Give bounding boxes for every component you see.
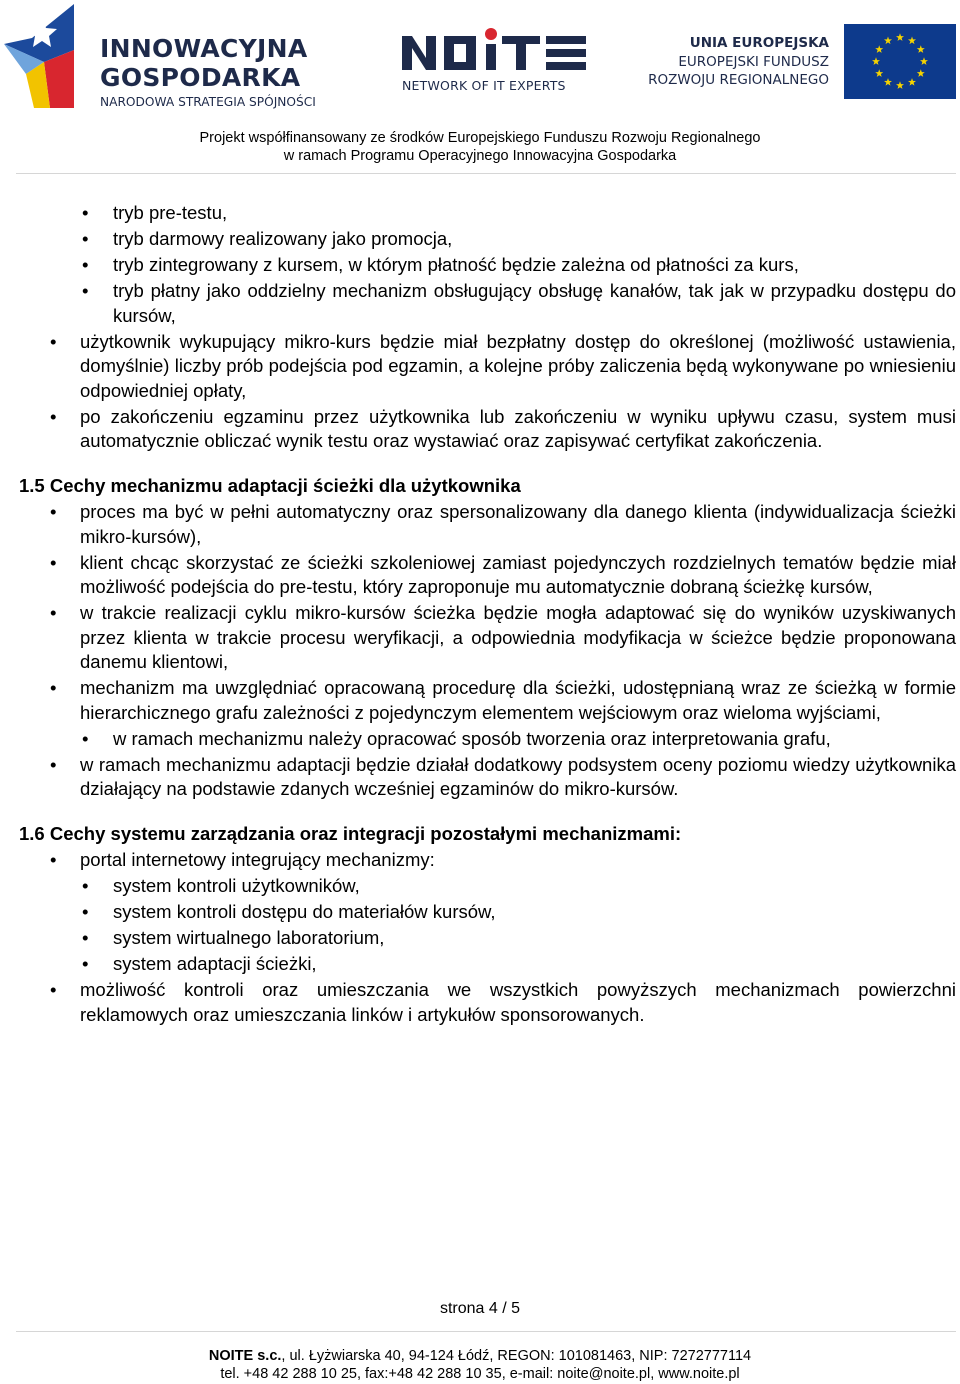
- ig-title: [100, 34, 308, 92]
- sub-list-item: [0, 727, 960, 752]
- bullet-icon: •: [82, 254, 89, 275]
- bullet-icon: •: [82, 901, 89, 922]
- list-item-text: tryb pre-testu,: [113, 202, 228, 223]
- project-line-1: Projekt współfinansowany ze środków Europejskiego Funduszu Rozwoju Regionalnego: [199, 130, 761, 146]
- bullet-icon: •: [50, 602, 57, 623]
- document-body: [0, 201, 960, 1029]
- page-number: strona 4 / 5: [439, 1300, 521, 1317]
- sub-list-item: [0, 900, 960, 925]
- bullet-icon: •: [82, 875, 89, 896]
- list-item-text: tryb darmowy realizowany jako promocja,: [113, 228, 453, 249]
- section-1-6-list: [0, 848, 960, 1027]
- project-line-2: w ramach Programu Operacyjnego Innowacyjna Gospodarka: [283, 147, 677, 164]
- list-item-text: tryb zintegrowany z kursem, w którym płatność będzie zależna od płatności za kurs,: [113, 254, 799, 275]
- list-item-text: tryb płatny jako oddzielny mechanizm obsługujący obsługę kanałów, tak jak w przypadku dostępu do kursów,: [113, 280, 956, 326]
- bullet-icon: •: [82, 202, 89, 223]
- list-item: [0, 551, 960, 600]
- bullet-icon: •: [50, 501, 57, 522]
- list-item: [0, 405, 960, 454]
- list-item: [0, 330, 960, 404]
- list-item: [0, 978, 960, 1027]
- list-item-text: w ramach mechanizmu należy opracować sposób tworzenia oraz interpretowania grafu,: [113, 727, 831, 749]
- bullet-icon: •: [50, 677, 57, 698]
- eu-line-union: UNIA EUROPEJSKA: [689, 35, 829, 51]
- list-item-text: po zakończeniu egzaminu przez użytkownika lub zakończeniu w wyniku upływu czasu, system musi automatycznie obliczać wynik testu oraz wystawiać oraz zapisywać certyfikat zakończenia.: [80, 405, 956, 451]
- list-item-text: system adaptacji ścieżki,: [113, 953, 317, 974]
- eu-line-regional: ROZWOJU REGIONALNEGO: [648, 72, 829, 88]
- footer-address-line: [0, 1347, 960, 1365]
- sub-list-item: [0, 201, 960, 226]
- project-cofinancing-note: [0, 130, 960, 165]
- sub-list-item: [0, 874, 960, 899]
- bullet-icon: •: [82, 727, 89, 749]
- ig-emblem-icon: [4, 4, 74, 108]
- noite-tagline: NETWORK OF IT EXPERTS: [402, 78, 566, 93]
- header-divider: [16, 173, 956, 174]
- list-item-text: klient chcąc skorzystać ze ścieżki szkoleniowej zamiast pojedynczych rozdzielnych tematów będzie miał możliwość podejścia do pre-testu, który zaproponuje mu automatycznie dobraną ścieżkę kursów,: [80, 551, 956, 597]
- list-item-text: system wirtualnego laboratorium,: [113, 927, 385, 948]
- sub-list-item: [0, 253, 960, 278]
- bullet-icon: •: [50, 849, 57, 870]
- innowacyjna-gospodarka-logo: [4, 4, 354, 110]
- list-item: [0, 753, 960, 802]
- sub-list-item: [0, 279, 960, 328]
- bullet-icon: •: [50, 551, 57, 573]
- list-item-text: możliwość kontroli oraz umieszczania we wszystkich powyższych mechanizmach powierzchni reklamowych oraz umieszczania linków i artykułów sponsorowanych.: [80, 979, 956, 1025]
- section-1-5-list: [0, 500, 960, 802]
- bullet-icon: •: [50, 405, 57, 427]
- bullet-icon: •: [50, 753, 57, 775]
- eu-line-fund: EUROPEJSKI FUNDUSZ: [678, 53, 829, 70]
- list-item-text: mechanizm ma uwzględniać opracowaną procedurę dla ścieżki, udostępnianą wraz ze ścieżką w formie hierarchicznego grafu zależności z pojedynczym elementem wejściowym oraz wieloma wyjściami,: [80, 677, 956, 723]
- bullet-icon: •: [50, 979, 57, 1000]
- eu-fund-text: [648, 34, 829, 90]
- list-item-text: w trakcie realizacji cyklu mikro-kursów ścieżka będzie mogła adaptować się do wyników uzyskiwanych przez klienta w trakcie procesu weryfikacji, a odpowiednia modyfikacja w ścieżce będzie proponowana danemu klientowi,: [80, 602, 956, 672]
- ig-subtitle: NARODOWA STRATEGIA SPÓJNOŚCI: [100, 95, 316, 109]
- bullet-icon: •: [82, 953, 89, 974]
- sub-list-item: [0, 952, 960, 977]
- list-item: [0, 601, 960, 675]
- sub-list-item: [0, 926, 960, 951]
- list-item: [0, 676, 960, 725]
- company-footer: [0, 1347, 960, 1383]
- footer-contact-line: tel. +48 42 288 10 25, fax:+48 42 288 10 35, e-mail: noite@noite.pl, www.noite.pl: [220, 1366, 740, 1382]
- bullet-icon: •: [82, 228, 89, 249]
- footer-divider: [16, 1331, 956, 1332]
- list-item-text: portal internetowy integrujący mechanizmy:: [80, 849, 435, 870]
- list-item-text: system kontroli dostępu do materiałów kursów,: [113, 901, 496, 922]
- section-1-5-heading: 1.5 Cechy mechanizmu adaptacji ścieżki dla użytkownika: [19, 474, 521, 496]
- list-item-text: proces ma być w pełni automatyczny oraz spersonalizowany dla danego klienta (indywidualizacja ścieżki mikro-kursów),: [80, 501, 956, 547]
- eu-flag-icon: [844, 24, 956, 99]
- ig-title-line2: GOSPODARKA: [100, 63, 301, 92]
- intro-bullet-list: [0, 201, 960, 454]
- list-item: [0, 500, 960, 549]
- bullet-icon: •: [82, 927, 89, 948]
- footer-address: , ul. Łyżwiarska 40, 94-124 Łódź, REGON: 101081463, NIP: 7272777114: [281, 1348, 752, 1364]
- list-item-text: użytkownik wykupujący mikro-kurs będzie miał bezpłatny dostęp do określonej (możliwość ustawienia, domyślnie) liczby prób podejścia pod egzamin, a kolejne próby zaliczenia będą wykonywane po wniesieniu odpowiedniej opłaty,: [80, 330, 956, 401]
- bullet-icon: •: [50, 330, 57, 352]
- sub-list-item: [0, 227, 960, 252]
- footer-company-name: NOITE s.c.: [208, 1348, 282, 1364]
- list-item-text: w ramach mechanizmu adaptacji będzie działał dodatkowy podsystem oceny poziomu wiedzy użytkownika działający na podstawie zdanych wcześniej egzaminów do mikro-kursów.: [80, 753, 956, 799]
- list-item: [0, 848, 960, 873]
- section-1-6-heading: 1.6 Cechy systemu zarządzania oraz integracji pozostałymi mechanizmami:: [19, 822, 682, 844]
- bullet-icon: •: [82, 280, 89, 301]
- ig-title-line1: INNOWACYJNA: [100, 34, 308, 63]
- list-item-text: system kontroli użytkowników,: [113, 875, 360, 896]
